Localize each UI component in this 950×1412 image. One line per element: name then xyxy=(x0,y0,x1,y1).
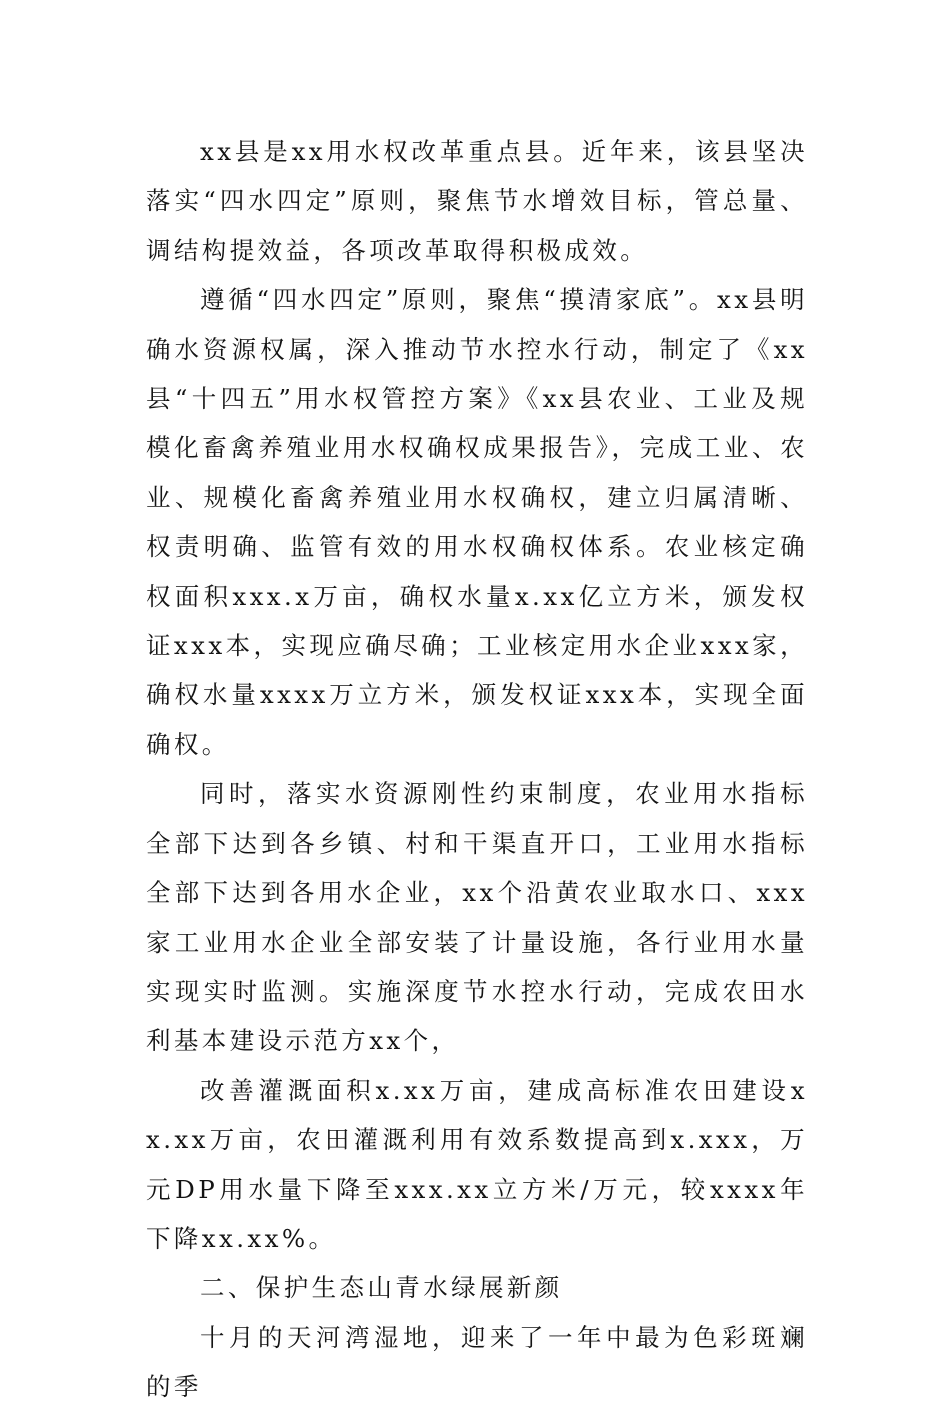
paragraph-rigid-constraints: 同时，落实水资源刚性约束制度，农业用水指标全部下达到各乡镇、村和干渠直开口，工业用水指标全部下达到各用水企业，xx个沿黄农业取水口、xxx家工业用水企业全部安装了计量设施，各行业用水量实现实时监测。实施深度节水控水行动，完成农田水利基本建设示范方xx个， xyxy=(146,779,808,1056)
paragraph-wetland: 十月的天河湾湿地，迎来了一年中最为色彩斑斓的季 xyxy=(146,1322,808,1402)
paragraph-irrigation: 改善灌溉面积x.xx万亩，建成高标准农田建设xx.xx万亩，农田灌溉利用有效系数提高到x.xxx，万元DP用水量下降至xxx.xx立方米/万元，较xxxx年下降xx.xx%。 xyxy=(146,1075,808,1253)
paragraph-water-rights: 遵循“四水四定”原则，聚焦“摸清家底”。xx县明确水资源权属，深入推动节水控水行动，制定了《xx县“十四五”用水权管控方案》《xx县农业、工业及规模化畜禽养殖业用水权确权成果报告》，完成工业、农业、规模化畜禽养殖业用水权确权，建立归属清晰、权责明确、监管有效的用水权确权体系。农业核定确权面积xxx.x万亩，确权水量x.xx亿立方米，颁发权证xxx本，实现应确尽确；工业核定用水企业xxx家，确权水量xxxx万立方米，颁发权证xxx本，实现全面确权。 xyxy=(146,285,808,759)
paragraph-intro: xx县是xx用水权改革重点县。近年来，该县坚决落实“四水四定”原则，聚焦节水增效目标，管总量、调结构提效益，各项改革取得积极成效。 xyxy=(146,137,808,265)
document-body xyxy=(146,127,808,1412)
section-heading-ecology: 二、保护生态山青水绿展新颜 xyxy=(200,1273,563,1303)
